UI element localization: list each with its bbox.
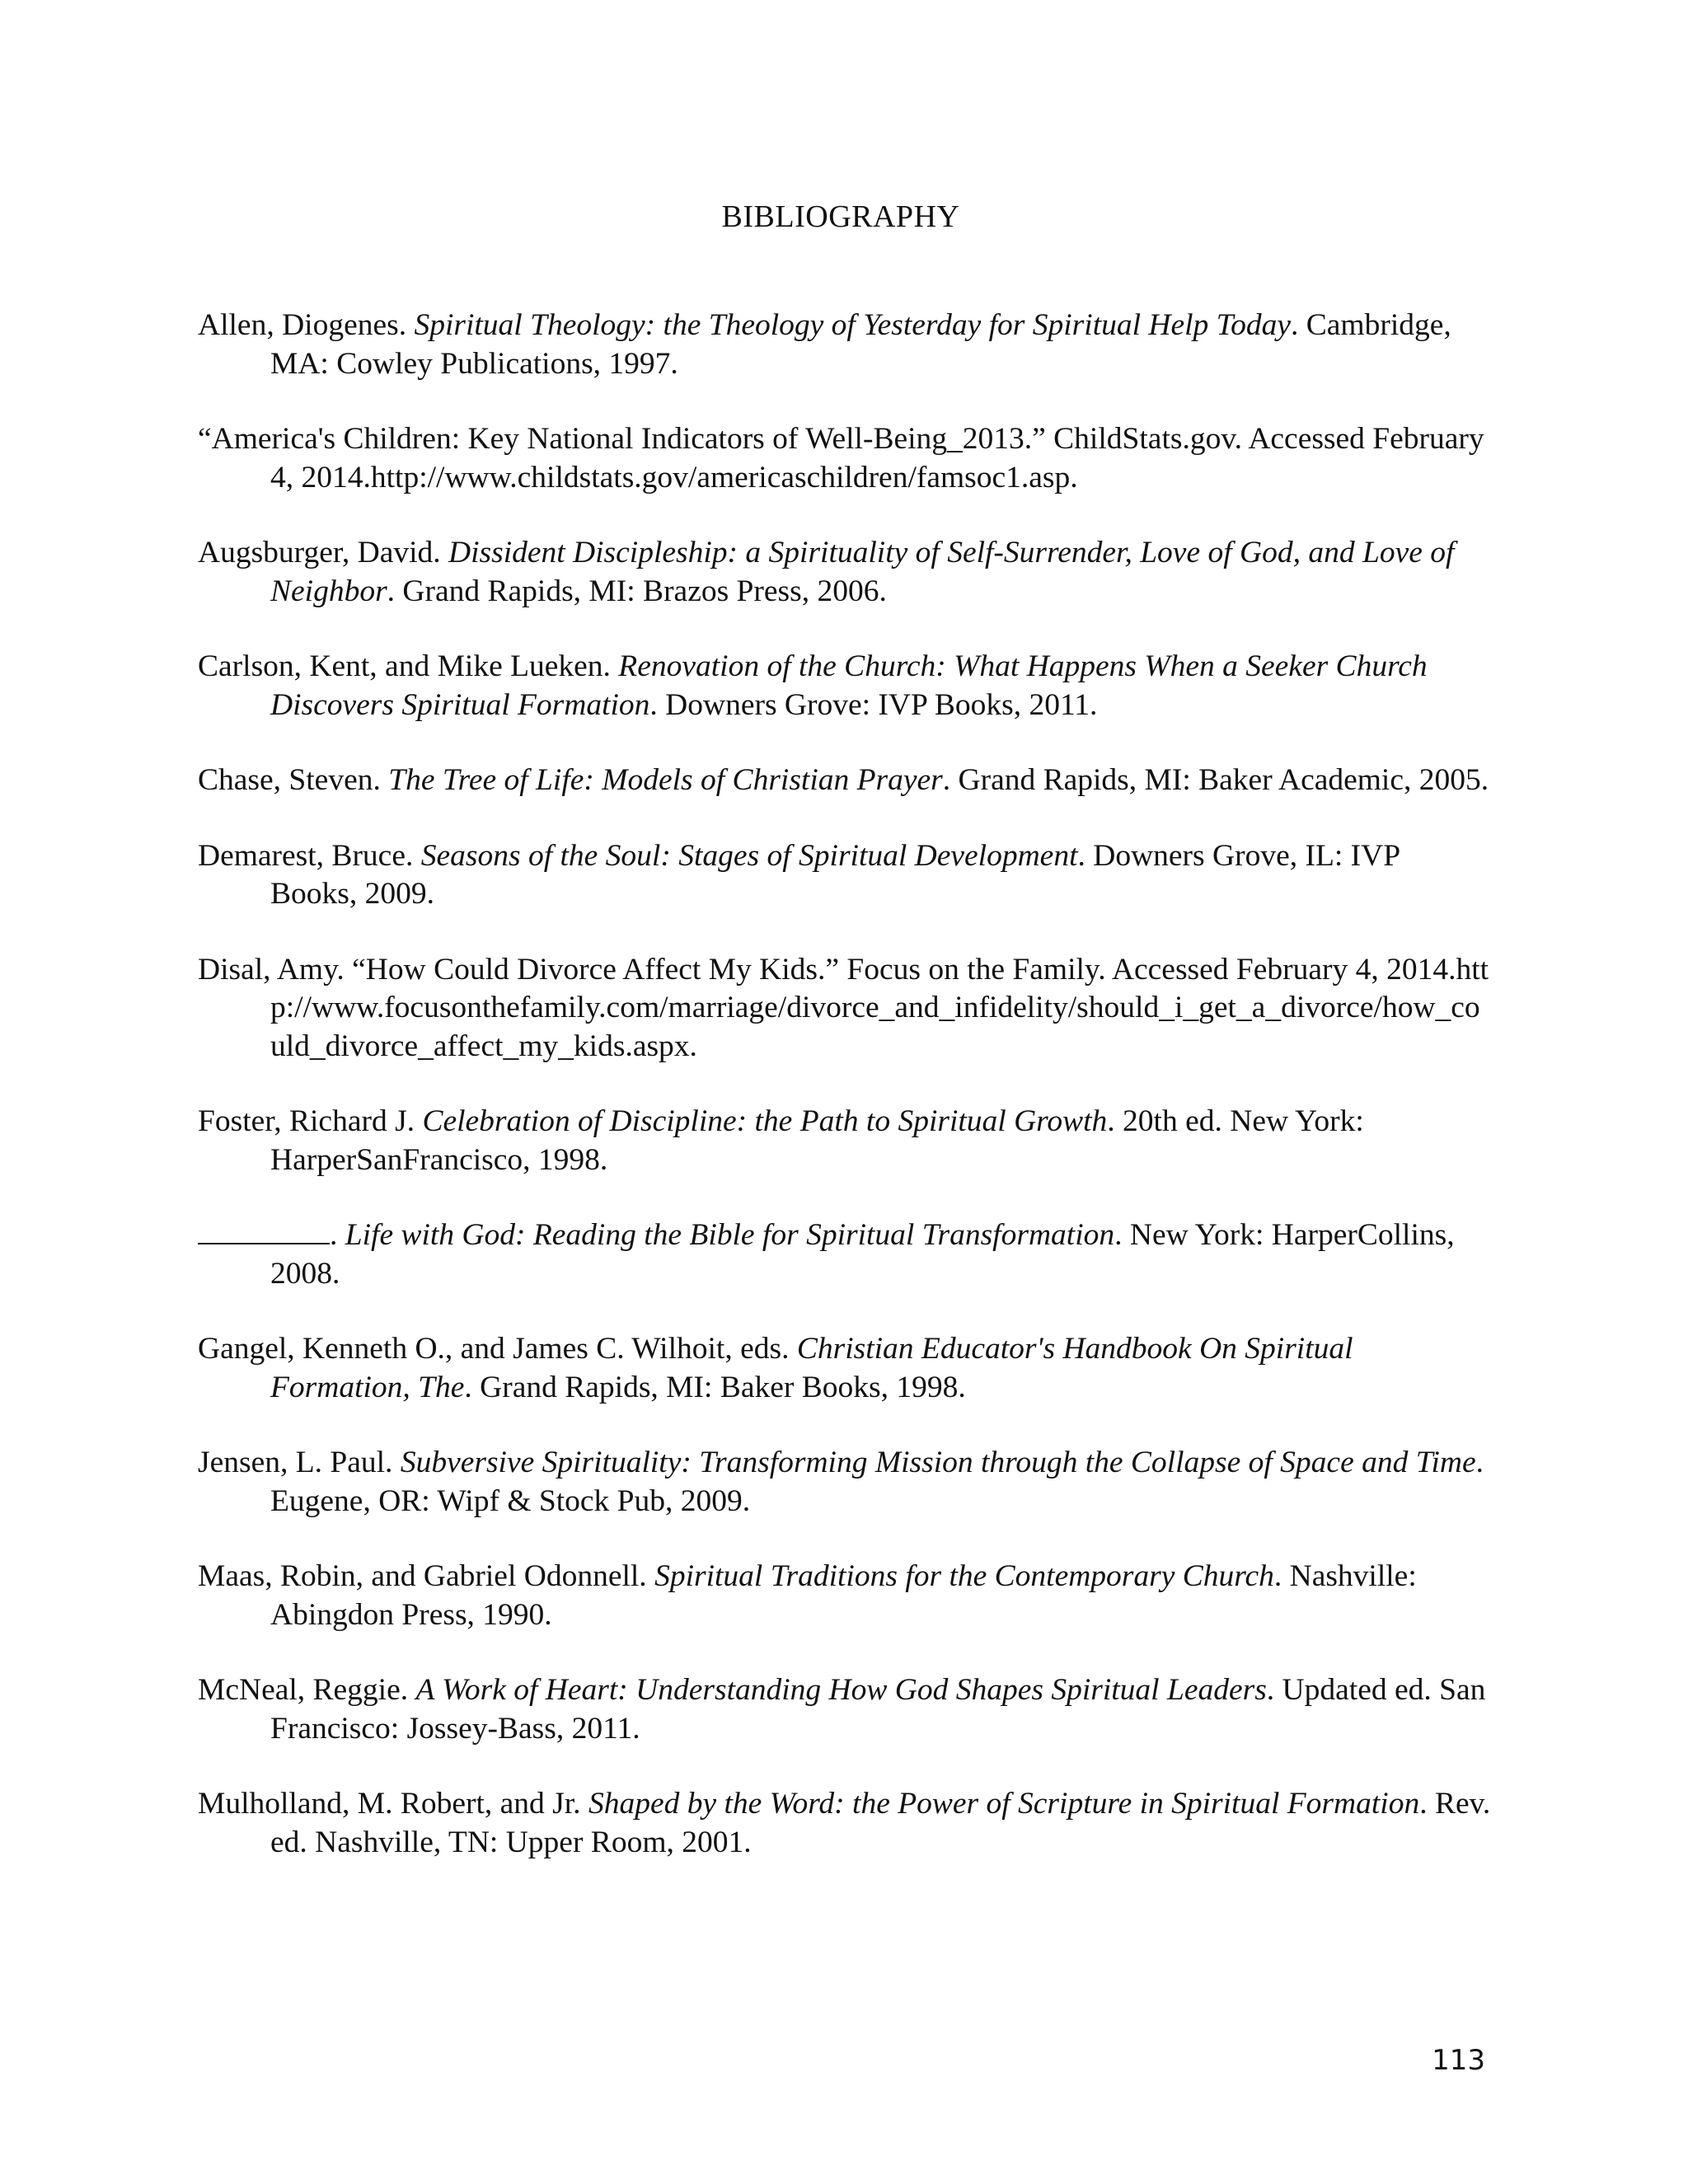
bibliography-entry [198,1444,1492,1521]
entry-author: Chase, Steven. [198,763,389,797]
bibliography-entry [198,1558,1492,1634]
entry-publication: . Downers Grove, IL: IVP Books, 2009. [270,838,1400,911]
entry-title: A Work of Heart: Understanding How God Shapes Spiritual Leaders [415,1673,1267,1707]
entry-separator: . [330,1218,345,1252]
page-title: BIBLIOGRAPHY [721,199,960,234]
bibliography-entry [198,1785,1492,1862]
entry-title: Spiritual Traditions for the Contemporary Church [654,1559,1274,1593]
entry-publication: . Eugene, OR: Wipf & Stock Pub, 2009. [270,1446,1484,1518]
entry-title: Spiritual Theology: the Theology of Yesterday for Spiritual Help Today [414,308,1291,342]
bibliography-entry [198,1330,1492,1407]
entry-author: Mulholland, M. Robert, and Jr. [198,1787,588,1821]
entry-author: Carlson, Kent, and Mike Lueken. [198,649,619,683]
bibliography-entry [198,534,1492,611]
bibliography-entry [198,762,1492,800]
bibliography-entry [198,1671,1492,1748]
entry-text: Disal, Amy. “How Could Divorce Affect My Kids.” Focus on the Family. Accessed February 4, 2014.http://www.focusonthefamily.com/marriage/divorce_and_infidelity/should_i_get_a_divorce/how_could_divorce_affect_my_kids.aspx. [198,952,1489,1063]
entry-author: McNeal, Reggie. [198,1673,416,1707]
entry-author: Foster, Richard J. [198,1104,423,1138]
entry-publication: . New York: HarperCollins, 2008. [270,1218,1455,1291]
entry-publication: . Rev. ed. Nashville, TN: Upper Room, 2001. [270,1787,1491,1859]
entry-author: Demarest, Bruce. [198,838,421,873]
bibliography-entry [198,420,1492,497]
bibliography-entry [198,951,1492,1066]
entry-title: Shaped by the Word: the Power of Scripture in Spiritual Formation [588,1787,1420,1821]
bibliography-entry [198,648,1492,724]
entry-title: The Tree of Life: Models of Christian Prayer [388,763,943,797]
entry-title: Renovation of the Church: What Happens When a Seeker Church Discovers Spiritual Formation [270,649,1428,722]
entry-publication: . 20th ed. New York: HarperSanFrancisco, 1998. [270,1104,1364,1177]
bibliography-entry [198,837,1492,914]
bibliography-entry [198,1216,1492,1293]
entry-title: Seasons of the Soul: Stages of Spiritual Development [420,838,1078,873]
same-author-rule [198,1218,330,1244]
entry-title: Christian Educator's Handbook On Spiritual Formation, The [270,1332,1353,1404]
entry-publication: . Grand Rapids, MI: Baker Academic, 2005. [942,763,1489,797]
entry-publication: . Updated ed. San Francisco: Jossey-Bass, 2011. [270,1673,1486,1746]
entry-publication: . Cambridge, MA: Cowley Publications, 1997. [270,308,1451,381]
entry-author: Gangel, Kenneth O., and James C. Wilhoit, eds. [198,1332,797,1366]
entry-publication: . Grand Rapids, MI: Brazos Press, 2006. [387,574,887,608]
page-number: 113 [1432,2044,1485,2077]
entry-title: Life with God: Reading the Bible for Spiritual Transformation [345,1218,1115,1252]
bibliography-entry [198,1103,1492,1179]
entry-author: Jensen, L. Paul. [198,1446,401,1479]
entry-author: Allen, Diogenes. [198,308,415,342]
entry-publication: . Downers Grove: IVP Books, 2011. [649,687,1098,722]
entry-publication: . Grand Rapids, MI: Baker Books, 1998. [464,1370,966,1404]
bibliography-entry [198,307,1492,383]
entry-title: Dissident Discipleship: a Spirituality of Self-Surrender, Love of God, and Love of Neighbor [270,536,1455,608]
entry-author: Maas, Robin, and Gabriel Odonnell. [198,1559,655,1593]
entry-text: “America's Children: Key National Indicators of Well-Being_2013.” ChildStats.gov. Accessed February 4, 2014.http://www.childstats.gov/americaschildren/famsoc1.asp. [198,422,1484,494]
entry-title: Celebration of Discipline: the Path to Spiritual Growth [422,1104,1108,1138]
bibliography-list [198,307,1492,1899]
entry-author: Augsburger, David. [198,536,449,569]
entry-title: Subversive Spirituality: Transforming Mission through the Collapse of Space and Time [400,1446,1476,1479]
entry-publication: . Nashville: Abingdon Press, 1990. [270,1559,1417,1632]
